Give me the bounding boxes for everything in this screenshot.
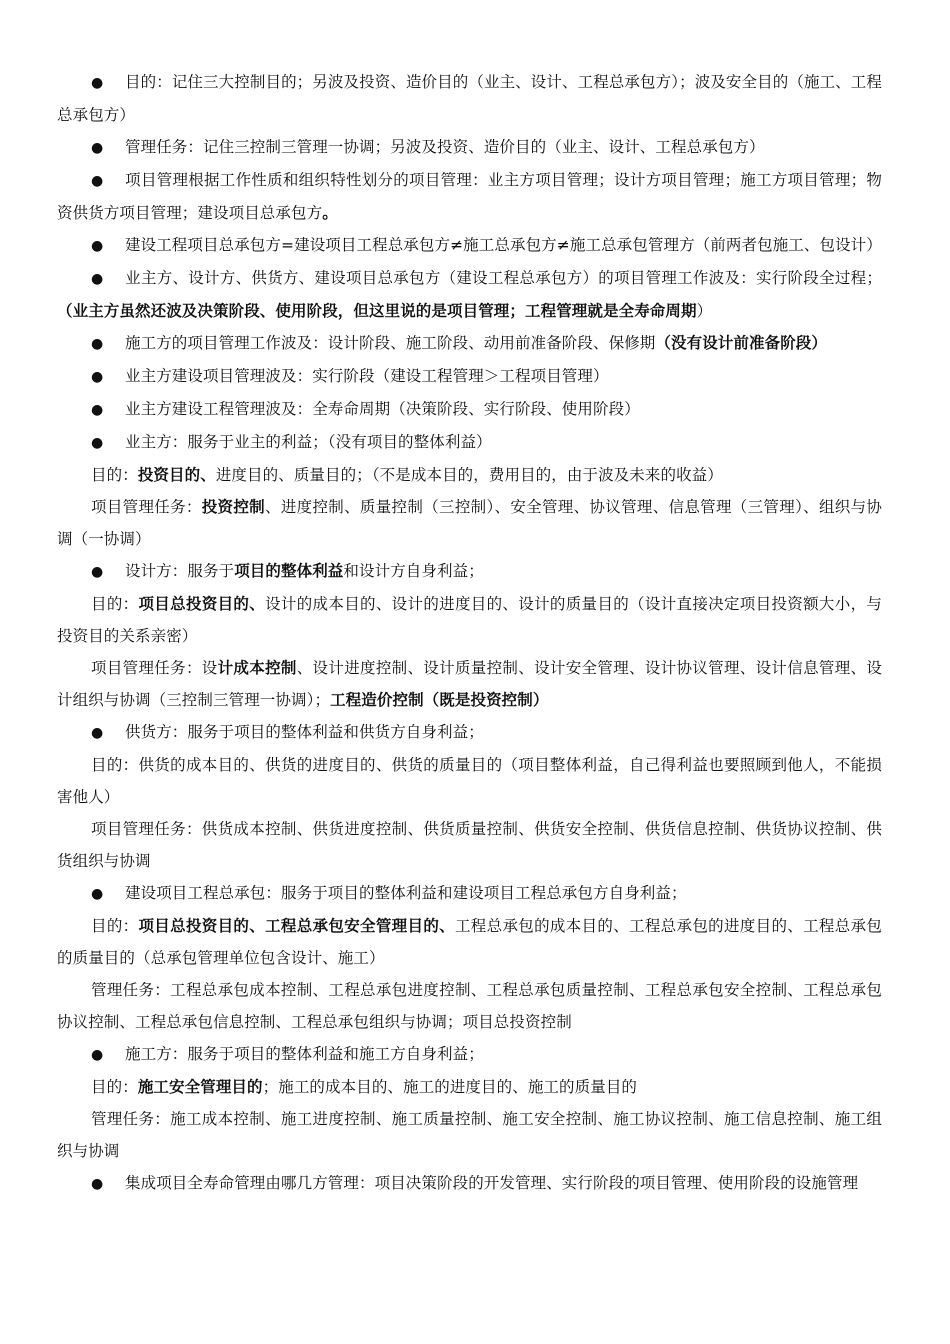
bullet-paragraph (57, 716, 882, 749)
text-segment: 目的：供货的成本目的、供货的进度目的、供货的质量目的（项目整体利益，自己得利益也要照顾到他人，不能损害他人） (57, 756, 882, 806)
paragraph (57, 910, 882, 974)
bold-text: 投资目的、 (137, 466, 216, 484)
bullet-icon: ● (91, 435, 104, 451)
bold-text: 计成本控制 (217, 659, 297, 677)
paragraph (57, 652, 882, 716)
bold-text: 项目总投资目的、 (138, 595, 266, 613)
bullet-icon: ● (91, 271, 104, 287)
text-segment: 项目管理任务：供货成本控制、供货进度控制、供货质量控制、供货安全控制、供货信息控制、供货协议控制、供货组织与协调 (57, 820, 882, 870)
bullet-icon: ● (91, 402, 104, 418)
bullet-icon: ● (91, 140, 104, 156)
bullet-icon: ● (91, 1047, 104, 1063)
paragraph (57, 491, 882, 555)
text-segment: 供货方：服务于项目的整体利益和供货方自身利益； (125, 723, 484, 741)
text-segment: 业主方：服务于业主的利益；（没有项目的整体利益） (125, 433, 492, 451)
text-segment: 施工方：服务于项目的整体利益和施工方自身利益； (125, 1045, 484, 1063)
text-segment: 项目管理任务： (91, 498, 202, 516)
bullet-icon: ● (91, 75, 104, 91)
bullet-icon: ● (91, 238, 104, 254)
bold-text: 。 (322, 204, 338, 222)
text-segment: 管理任务：记住三控制三管理一协调；另波及投资、造价目的（业主、设计、工程总承包方） (125, 138, 765, 156)
text-segment: 目的： (91, 466, 138, 484)
bullet-icon: ● (91, 564, 104, 580)
paragraph (57, 749, 882, 813)
text-segment: 进度目的、质量目的；（不是成本目的，费用目的，由于波及未来的收益） (215, 466, 723, 484)
bullet-paragraph (57, 1167, 882, 1200)
bullet-paragraph (57, 555, 882, 588)
text-segment: 和设计方自身利益； (343, 562, 484, 580)
document-page (0, 66, 950, 1200)
bullet-paragraph (57, 327, 882, 360)
text-segment: ） (696, 302, 713, 320)
bullet-paragraph (57, 229, 882, 262)
paragraph (57, 459, 882, 491)
bullet-paragraph (57, 66, 882, 131)
bold-text: 项目总投资目的、工程总承包安全管理目的、 (138, 917, 455, 935)
bold-text: 投资控制 (201, 498, 266, 516)
bold-text: 项目的整体利益 (234, 562, 344, 580)
text-segment: 目的： (91, 917, 139, 935)
bullet-paragraph (57, 393, 882, 426)
text-segment: 、进度控制、质量控制（三控制）、安全管理、协议管理、信息管理（三管理）、组织与协调（一协调） (57, 498, 883, 548)
bullet-icon: ● (91, 336, 104, 352)
text-segment: 项目管理任务：设 (91, 659, 218, 677)
text-segment: 业主方、设计方、供货方、建设项目总承包方（建设工程总承包方）的项目管理工作波及：实行阶段全过程； (125, 269, 882, 287)
bold-text: （没有设计前准备阶段） (655, 334, 828, 352)
bullet-icon: ● (91, 173, 104, 189)
text-segment: 目的：记住三大控制目的；另波及投资、造价目的（业主、设计、工程总承包方）；波及安全目的（施工、工程总承包方） (57, 73, 882, 124)
bullet-paragraph (57, 164, 882, 229)
bullet-paragraph (57, 426, 882, 459)
bullet-paragraph (57, 262, 882, 327)
text-segment: 目的： (91, 1078, 138, 1096)
text-segment: 建设项目工程总承包：服务于项目的整体利益和建设项目工程总承包方自身利益； (125, 884, 687, 902)
text-segment: 、设计进度控制、设计质量控制、设计安全管理、设计协议管理、设计信息管理、设计组织与协调（三控制三管理一协调）； (57, 659, 882, 709)
bullet-paragraph (57, 877, 882, 910)
bullet-icon: ● (91, 1176, 104, 1192)
bold-text: 工程造价控制（既是投资控制） (330, 691, 549, 709)
text-segment: 集成项目全寿命管理由哪几方管理：项目决策阶段的开发管理、实行阶段的项目管理、使用阶段的设施管理 (125, 1174, 859, 1192)
text-segment: 建设工程项目总承包方=建设项目工程总承包方≠施工总承包方≠施工总承包管理方（前两者包施工、包设计） (125, 236, 882, 254)
text-segment: 管理任务：工程总承包成本控制、工程总承包进度控制、工程总承包质量控制、工程总承包安全控制、工程总承包协议控制、工程总承包信息控制、工程总承包组织与协调；项目总投资控制 (57, 981, 882, 1031)
bullet-icon: ● (91, 369, 104, 385)
text-segment: 工程总承包的成本目的、工程总承包的进度目的、工程总承包的质量目的（总承包管理单位包含设计、施工） (57, 917, 882, 967)
text-segment: 施工方的项目管理工作波及：设计阶段、施工阶段、动用前准备阶段、保修期 (125, 334, 656, 352)
text-segment: 管理任务：施工成本控制、施工进度控制、施工质量控制、施工安全控制、施工协议控制、施工信息控制、施工组织与协调 (57, 1110, 882, 1160)
bullet-paragraph (57, 360, 882, 393)
bullet-icon: ● (91, 886, 104, 902)
text-segment: 项目管理根据工作性质和组织特性划分的项目管理：业主方项目管理；设计方项目管理；施工方项目管理；物资供货方项目管理；建设项目总承包方 (57, 171, 882, 222)
text-segment: 设计方：服务于 (125, 562, 235, 580)
text-segment: 业主方建设工程管理波及：全寿命周期（决策阶段、实行阶段、使用阶段） (125, 400, 640, 418)
text-segment: ；施工的成本目的、施工的进度目的、施工的质量目的 (262, 1078, 638, 1096)
paragraph (57, 813, 882, 877)
paragraph (57, 588, 882, 652)
text-segment: 业主方建设项目管理波及：实行阶段（建设工程管理＞工程项目管理） (125, 367, 609, 385)
paragraph (57, 974, 882, 1038)
bullet-paragraph (57, 1038, 882, 1071)
bold-text: （业主方虽然还波及决策阶段、使用阶段，但这里说的是项目管理；工程管理就是全寿命周期 (57, 302, 697, 320)
paragraph (57, 1071, 882, 1103)
bullet-paragraph (57, 131, 882, 164)
bold-text: 施工安全管理目的 (137, 1078, 263, 1096)
bullet-icon: ● (91, 725, 104, 741)
text-segment: 目的： (91, 595, 139, 613)
text-segment: 设计的成本目的、设计的进度目的、设计的质量目的（设计直接决定项目投资额大小，与投资目的关系亲密） (57, 595, 882, 645)
paragraph (57, 1103, 882, 1167)
